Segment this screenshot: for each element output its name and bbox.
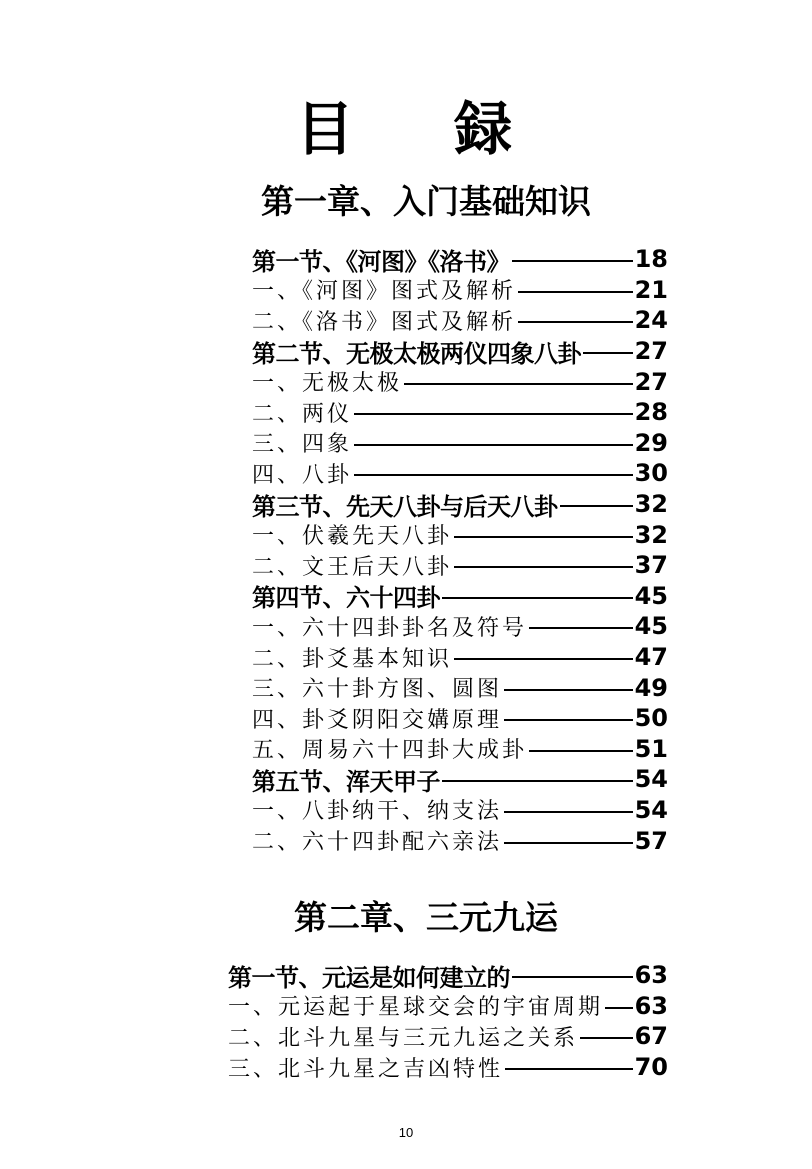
toc-leader-line <box>560 505 633 507</box>
toc-section-entry <box>252 244 668 275</box>
toc-entry-label: 一、《河图》图式及解析 <box>252 279 517 305</box>
toc-item-entry <box>228 991 668 1022</box>
toc-page-number: 63 <box>634 991 668 1020</box>
toc-entry-label: 三、六十卦方图、圆图 <box>252 677 503 703</box>
toc-leader-line <box>354 444 633 446</box>
toc-entry-label: 二、两仪 <box>252 401 353 427</box>
page-title: 目 録 <box>295 95 553 163</box>
toc-entry-label: 一、六十四卦卦名及符号 <box>252 615 528 641</box>
toc-entry-label: 一、无极太极 <box>252 371 403 397</box>
toc-page-number: 32 <box>634 490 668 519</box>
toc-item-entry <box>252 672 668 703</box>
toc-leader-line <box>583 352 633 354</box>
toc-leader-line <box>529 750 633 752</box>
toc-leader-line <box>454 536 633 538</box>
toc-item-entry <box>252 642 668 673</box>
toc-page-number: 45 <box>634 581 668 610</box>
chapter-heading: 第一章、入门基础知识 <box>261 182 591 221</box>
toc-leader-line <box>442 597 633 599</box>
toc-leader-line <box>518 321 633 323</box>
toc-leader-line <box>529 627 633 629</box>
toc-entry-label: 三、北斗九星之吉凶特性 <box>228 1056 504 1082</box>
toc-page-number: 30 <box>634 459 668 488</box>
toc-entry-label: 四、卦爻阴阳交媾原理 <box>252 707 503 733</box>
toc-item-entry <box>252 825 668 856</box>
toc-leader-line <box>404 383 633 385</box>
toc-entry-label: 二、卦爻基本知识 <box>252 646 453 672</box>
toc-leader-line <box>504 719 633 721</box>
toc-leader-line <box>605 1007 633 1009</box>
toc-section-entry <box>252 764 668 795</box>
toc-entry-label: 四、八卦 <box>252 462 353 488</box>
toc-page-number: 28 <box>634 398 668 427</box>
toc-item-entry <box>252 458 668 489</box>
toc-page-number: 18 <box>634 245 668 274</box>
toc-entry-label: 二、北斗九星与三元九运之关系 <box>228 1025 579 1051</box>
toc-leader-line <box>512 260 633 262</box>
toc-item-entry <box>252 734 668 765</box>
toc-page-number: 47 <box>634 643 668 672</box>
toc-page-number: 37 <box>634 551 668 580</box>
toc-list <box>228 960 668 1082</box>
toc-page-number: 67 <box>634 1022 668 1051</box>
toc-leader-line <box>504 842 633 844</box>
toc-leader-line <box>504 811 633 813</box>
toc-entry-label: 一、元运起于星球交会的宇宙周期 <box>228 995 604 1021</box>
toc-entry-label: 第五节、浑天甲子 <box>252 767 440 796</box>
toc-leader-line <box>354 474 633 476</box>
toc-item-entry <box>228 1021 668 1052</box>
toc-section-entry <box>228 960 668 991</box>
toc-entry-label: 三、四象 <box>252 432 353 458</box>
toc-page-number: 54 <box>634 795 668 824</box>
toc-entry-label: 一、伏羲先天八卦 <box>252 524 453 550</box>
toc-leader-line <box>580 1037 633 1039</box>
toc-entry-label: 二、《洛书》图式及解析 <box>252 309 517 335</box>
toc-entry-label: 第一节、《河图》《洛书》 <box>252 247 510 276</box>
toc-page-number: 70 <box>634 1053 668 1082</box>
toc-entry-label: 一、八卦纳干、纳支法 <box>252 799 503 825</box>
toc-entry-label: 二、文王后天八卦 <box>252 554 453 580</box>
toc-page-number: 51 <box>634 734 668 763</box>
toc-entry-label: 第一节、元运是如何建立的 <box>228 963 510 992</box>
toc-item-entry <box>252 519 668 550</box>
toc-page-number: 27 <box>634 367 668 396</box>
toc-entry-label: 二、六十四卦配六亲法 <box>252 830 503 856</box>
toc-item-entry <box>252 550 668 581</box>
toc-item-entry <box>252 428 668 459</box>
toc-leader-line <box>505 1068 633 1070</box>
toc-page-number: 50 <box>634 704 668 733</box>
toc-page-number: 63 <box>634 961 668 990</box>
toc-list <box>252 244 668 856</box>
toc-item-entry <box>252 366 668 397</box>
toc-leader-line <box>354 413 633 415</box>
toc-leader-line <box>442 780 633 782</box>
toc-item-entry <box>252 611 668 642</box>
toc-section-entry <box>252 489 668 520</box>
page-number: 10 <box>398 1125 414 1140</box>
toc-page-number: 24 <box>634 306 668 335</box>
toc-entry-label: 第三节、先天八卦与后天八卦 <box>252 492 558 521</box>
chapter-heading: 第二章、三元九运 <box>294 898 558 937</box>
toc-page-number: 57 <box>634 826 668 855</box>
toc-leader-line <box>504 689 633 691</box>
toc-item-entry <box>252 275 668 306</box>
toc-entry-label: 五、周易六十四卦大成卦 <box>252 738 528 764</box>
toc-page-number: 45 <box>634 612 668 641</box>
toc-section-entry <box>252 336 668 367</box>
toc-entry-label: 第四节、六十四卦 <box>252 584 440 613</box>
toc-page-number: 54 <box>634 765 668 794</box>
toc-item-entry <box>252 703 668 734</box>
toc-leader-line <box>454 566 633 568</box>
toc-item-entry <box>252 397 668 428</box>
toc-leader-line <box>454 658 633 660</box>
toc-leader-line <box>518 291 633 293</box>
toc-item-entry <box>252 795 668 826</box>
toc-item-entry <box>252 305 668 336</box>
toc-page-number: 27 <box>634 337 668 366</box>
toc-leader-line <box>512 976 633 978</box>
toc-entry-label: 第二节、无极太极两仪四象八卦 <box>252 339 581 368</box>
toc-item-entry <box>228 1052 668 1083</box>
toc-section-entry <box>252 581 668 612</box>
toc-page-number: 49 <box>634 673 668 702</box>
toc-page-number: 21 <box>634 275 668 304</box>
toc-page-number: 29 <box>634 428 668 457</box>
toc-page-number: 32 <box>634 520 668 549</box>
